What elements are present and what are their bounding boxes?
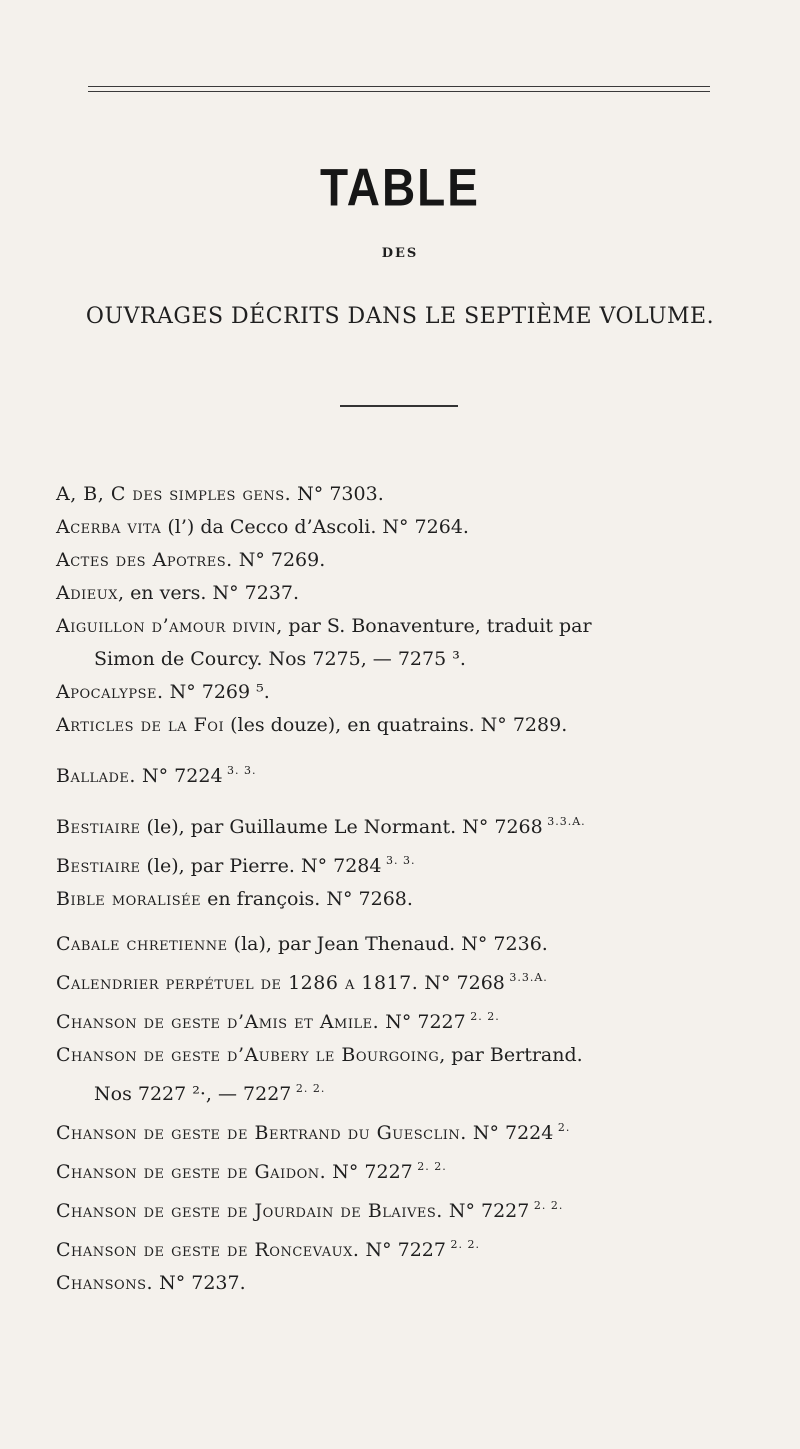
page-subject: OUVRAGES DÉCRITS DANS LE SEPTIÈME VOLUME. — [85, 304, 715, 329]
index-entry — [56, 709, 776, 742]
entry-heading: Aiguillon d’amour divin — [56, 615, 277, 637]
entry-heading: Actes des Apotres. — [56, 549, 233, 571]
entry-text: N° 7224 — [135, 765, 223, 787]
entry-text: , en vers. N° 7237. — [117, 582, 300, 604]
page-subtitle: DES — [381, 246, 419, 261]
entry-heading: Chanson de geste de Roncevaux. — [56, 1239, 360, 1261]
index-entry — [56, 961, 776, 1000]
entry-text: N° 7227 — [379, 1011, 466, 1033]
entry-heading: Chansons. — [56, 1272, 154, 1294]
entry-text: N° 7269 ⁵. — [163, 681, 270, 703]
entry-heading: Apocalypse. — [56, 681, 164, 703]
index-entry — [56, 643, 776, 676]
entry-text: (la), par Jean Thenaud. N° 7236. — [227, 933, 548, 955]
entry-superscript: 2. 2. — [445, 1238, 480, 1251]
index-entry — [56, 1189, 776, 1228]
index-list — [56, 478, 776, 1300]
index-entry — [56, 1111, 776, 1150]
entry-heading: Ballade. — [56, 765, 136, 787]
entry-heading: Adieux — [56, 582, 118, 604]
entry-heading: Cabale chretienne — [56, 933, 228, 955]
entry-heading: Bible moralisée — [56, 888, 202, 910]
section-divider — [340, 405, 458, 407]
entry-text: Simon de Courcy. Nos 7275, — 7275 ³. — [94, 648, 466, 670]
entry-text: (l’) da Cecco d’Ascoli. N° 7264. — [161, 516, 469, 538]
entry-superscript: 2. 2. — [412, 1160, 447, 1173]
index-entry — [56, 1072, 776, 1111]
page-title: TABLE — [320, 157, 480, 217]
entry-heading: Chanson de geste d’Amis et Amile. — [56, 1011, 380, 1033]
entry-heading: Acerba vita — [56, 516, 162, 538]
entry-text: N° 7224 — [466, 1122, 554, 1144]
entry-superscript: 3.3.A. — [504, 971, 548, 984]
entry-heading: Chanson de geste de Bertrand du Guesclin. — [56, 1122, 467, 1144]
entry-text: N° 7227 — [326, 1161, 413, 1183]
index-entry — [56, 511, 776, 544]
index-entry — [56, 754, 776, 793]
entry-text: , par Bertrand. — [439, 1044, 583, 1066]
top-double-rule-lower — [88, 91, 710, 92]
entry-superscript: 3.3.A. — [542, 815, 586, 828]
index-entry — [56, 1228, 776, 1267]
entry-heading: Chanson de geste de Jourdain de Blaives. — [56, 1200, 443, 1222]
entry-text: N° 7237. — [153, 1272, 246, 1294]
entry-superscript: 3. 3. — [381, 854, 416, 867]
index-entry — [56, 1000, 776, 1039]
top-double-rule-upper — [88, 86, 710, 87]
entry-superscript: 2. — [553, 1121, 571, 1134]
index-entry — [56, 577, 776, 610]
index-entry — [56, 805, 776, 844]
entry-superscript: 3. 3. — [222, 764, 257, 777]
entry-superscript: 2. 2. — [465, 1010, 500, 1023]
entry-heading: Bestiaire — [56, 816, 141, 838]
index-entry — [56, 478, 776, 511]
entry-heading: A, B, C des simples gens. — [56, 483, 292, 505]
index-entry — [56, 883, 776, 916]
entry-heading: Articles de la Foi — [56, 714, 225, 736]
entry-text: (le), par Pierre. N° 7284 — [140, 855, 382, 877]
entry-heading: Chanson de geste de Gaidon. — [56, 1161, 327, 1183]
entry-text: en françois. N° 7268. — [201, 888, 413, 910]
entry-text: N° 7227 — [442, 1200, 530, 1222]
entry-superscript: 2. 2. — [529, 1199, 564, 1212]
index-entry — [56, 1267, 776, 1300]
entry-heading: Bestiaire — [56, 855, 141, 877]
entry-heading: Chanson de geste d’Aubery le Bourgoing — [56, 1044, 440, 1066]
entry-text: (le), par Guillaume Le Normant. N° 7268 — [140, 816, 543, 838]
entry-text: N° 7227 — [359, 1239, 446, 1261]
entry-text: (les douze), en quatrains. N° 7289. — [224, 714, 568, 736]
entry-text: N° 7303. — [291, 483, 384, 505]
entry-superscript: 2. 2. — [291, 1082, 326, 1095]
entry-text: N° 7269. — [232, 549, 326, 571]
entry-text: N° 7268 — [418, 972, 505, 994]
entry-text: , par S. Bonaventure, traduit par — [276, 615, 592, 637]
index-entry — [56, 544, 776, 577]
index-entry — [56, 1039, 776, 1072]
index-entry — [56, 1150, 776, 1189]
index-entry — [56, 844, 776, 883]
index-entry — [56, 610, 776, 643]
index-entry — [56, 928, 776, 961]
entry-heading: Calendrier perpétuel de 1286 a 1817. — [56, 972, 419, 994]
entry-text: Nos 7227 ²·, — 7227 — [94, 1083, 292, 1105]
index-entry — [56, 676, 776, 709]
